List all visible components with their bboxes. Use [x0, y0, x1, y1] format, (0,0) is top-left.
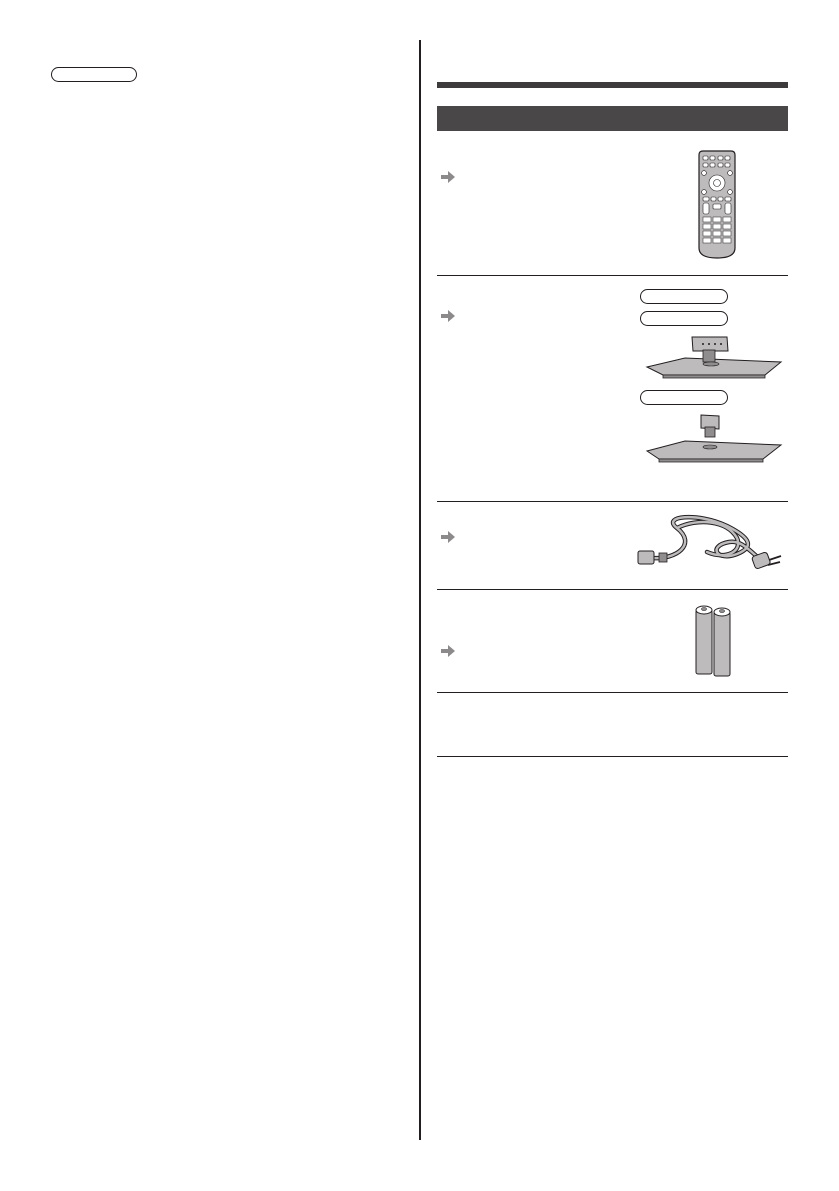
arrow-right-icon: [441, 645, 455, 657]
column-divider: [419, 40, 421, 1140]
accessory-remote-control: [437, 140, 788, 276]
model-badge: [640, 390, 728, 405]
item-divider: [437, 756, 788, 757]
pedestal-stand-icon: [645, 331, 783, 381]
model-badge: [640, 311, 728, 326]
arrow-right-icon: [441, 310, 455, 322]
accessory-pedestal: [437, 276, 788, 502]
accessory-mains-lead: [437, 502, 788, 590]
arrow-right-icon: [441, 531, 455, 543]
model-badge: [640, 289, 728, 304]
section-top-rule: [437, 82, 788, 88]
accessory-batteries: [437, 590, 788, 693]
arrow-right-icon: [441, 171, 455, 183]
pedestal-stand-icon: [645, 411, 783, 465]
section-title-bar: [437, 106, 788, 131]
left-column-badge: [51, 67, 137, 82]
accessory-note: [437, 693, 788, 757]
remote-control-icon: [696, 150, 738, 260]
mains-lead-icon: [637, 508, 783, 582]
aa-battery-icon: [693, 600, 733, 678]
